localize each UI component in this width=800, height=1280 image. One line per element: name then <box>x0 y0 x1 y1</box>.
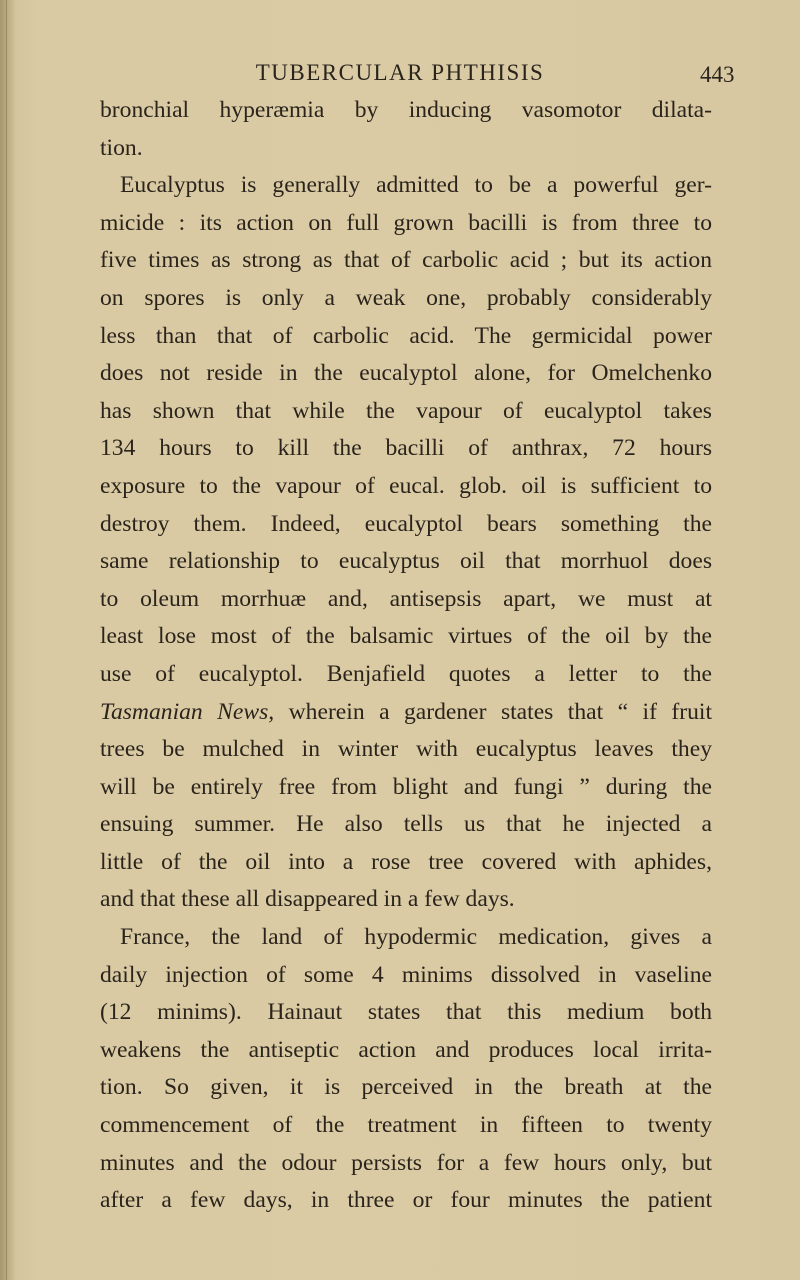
text-line <box>100 769 712 807</box>
text-line-content: has shown that while the vapour of eucalyptol takes <box>100 397 712 424</box>
italic-title: Tasmanian News, <box>100 698 275 725</box>
text-line-content: after a few days, in three or four minutes the patient <box>100 1187 712 1214</box>
text-line <box>100 506 712 544</box>
text-line <box>100 92 712 130</box>
text-line <box>100 1107 712 1145</box>
text-line-content: less than that of carbolic acid. The germicidal power <box>100 322 712 349</box>
text-line <box>100 957 712 995</box>
text-line-content: wherein a gardener states that “ if fruit <box>288 698 713 725</box>
text-line-content: bronchial hyperæmia by inducing vasomotor dilata- <box>100 97 712 123</box>
text-line <box>100 731 712 769</box>
page-gutter-shadow <box>0 0 16 1280</box>
text-line-content: and that these all disappeared in a few days. <box>100 886 515 913</box>
page-binding-edge <box>6 0 7 1280</box>
text-line-content: (12 minims). Hainaut states that this medium both <box>100 999 712 1026</box>
running-title: TUBERCULAR PHTHISIS <box>255 60 545 85</box>
text-line <box>100 205 712 243</box>
text-line <box>100 994 712 1032</box>
text-line <box>100 430 712 468</box>
text-line <box>100 355 712 393</box>
body-text <box>100 92 712 1220</box>
text-line <box>100 242 712 280</box>
text-line-content: does not reside in the eucalyptol alone, for Omelchenko <box>100 360 712 387</box>
text-line-content: to oleum morrhuæ and, antisepsis apart, we must at <box>100 585 712 612</box>
text-line <box>100 1032 712 1070</box>
text-line-content: use of eucalyptol. Benjafield quotes a letter to the <box>100 660 712 687</box>
text-line <box>100 1145 712 1183</box>
text-line-content: weakens the antiseptic action and produces local irrita- <box>100 1036 712 1063</box>
text-line <box>100 919 712 957</box>
text-line-content: on spores is only a weak one, probably considerably <box>100 284 712 311</box>
text-line <box>100 543 712 581</box>
text-line <box>100 618 712 656</box>
text-line-content: trees be mulched in winter with eucalyptus leaves they <box>100 736 712 763</box>
text-line-content: little of the oil into a rose tree covered with aphides, <box>100 848 712 875</box>
text-line-content: same relationship to eucalyptus oil that morrhuol does <box>100 548 712 575</box>
text-line <box>100 130 712 168</box>
text-line-content: will be entirely free from blight and fungi ” during the <box>100 773 712 800</box>
text-line-content: five times as strong as that of carbolic acid ; but its action <box>100 247 712 274</box>
text-line-content: destroy them. Indeed, eucalyptol bears something the <box>100 510 712 537</box>
text-line <box>100 581 712 619</box>
text-line-content: daily injection of some 4 minims dissolved in vaseline <box>100 961 712 988</box>
text-line-content: 134 hours to kill the bacilli of anthrax, 72 hours <box>100 435 712 462</box>
text-line-content: ensuing summer. He also tells us that he injected a <box>100 811 712 838</box>
text-line <box>100 393 712 431</box>
text-line-content: micide : its action on full grown bacilli is from three to <box>100 209 712 236</box>
page-header <box>0 54 800 94</box>
text-line-content: minutes and the odour persists for a few hours only, but <box>100 1149 712 1176</box>
text-line-content: tion. <box>100 134 143 161</box>
text-line <box>100 1069 712 1107</box>
text-line-content: least lose most of the balsamic virtues of the oil by the <box>100 623 712 650</box>
text-line <box>100 844 712 882</box>
text-line <box>100 694 712 732</box>
text-line-content: France, the land of hypodermic medication, gives a <box>120 924 712 951</box>
text-line-content: Eucalyptus is generally admitted to be a powerful ger- <box>120 172 712 199</box>
text-line <box>100 656 712 694</box>
text-line <box>100 468 712 506</box>
text-line <box>100 167 712 205</box>
text-line-content: tion. So given, it is perceived in the breath at the <box>100 1074 712 1101</box>
page-number: 443 <box>700 62 735 87</box>
text-line <box>100 881 712 919</box>
text-line <box>100 1182 712 1220</box>
text-line-content: commencement of the treatment in fifteen to twenty <box>100 1112 712 1139</box>
text-line <box>100 318 712 356</box>
text-line-content: exposure to the vapour of eucal. glob. oil is sufficient to <box>100 472 712 499</box>
text-line <box>100 806 712 844</box>
text-line <box>100 280 712 318</box>
